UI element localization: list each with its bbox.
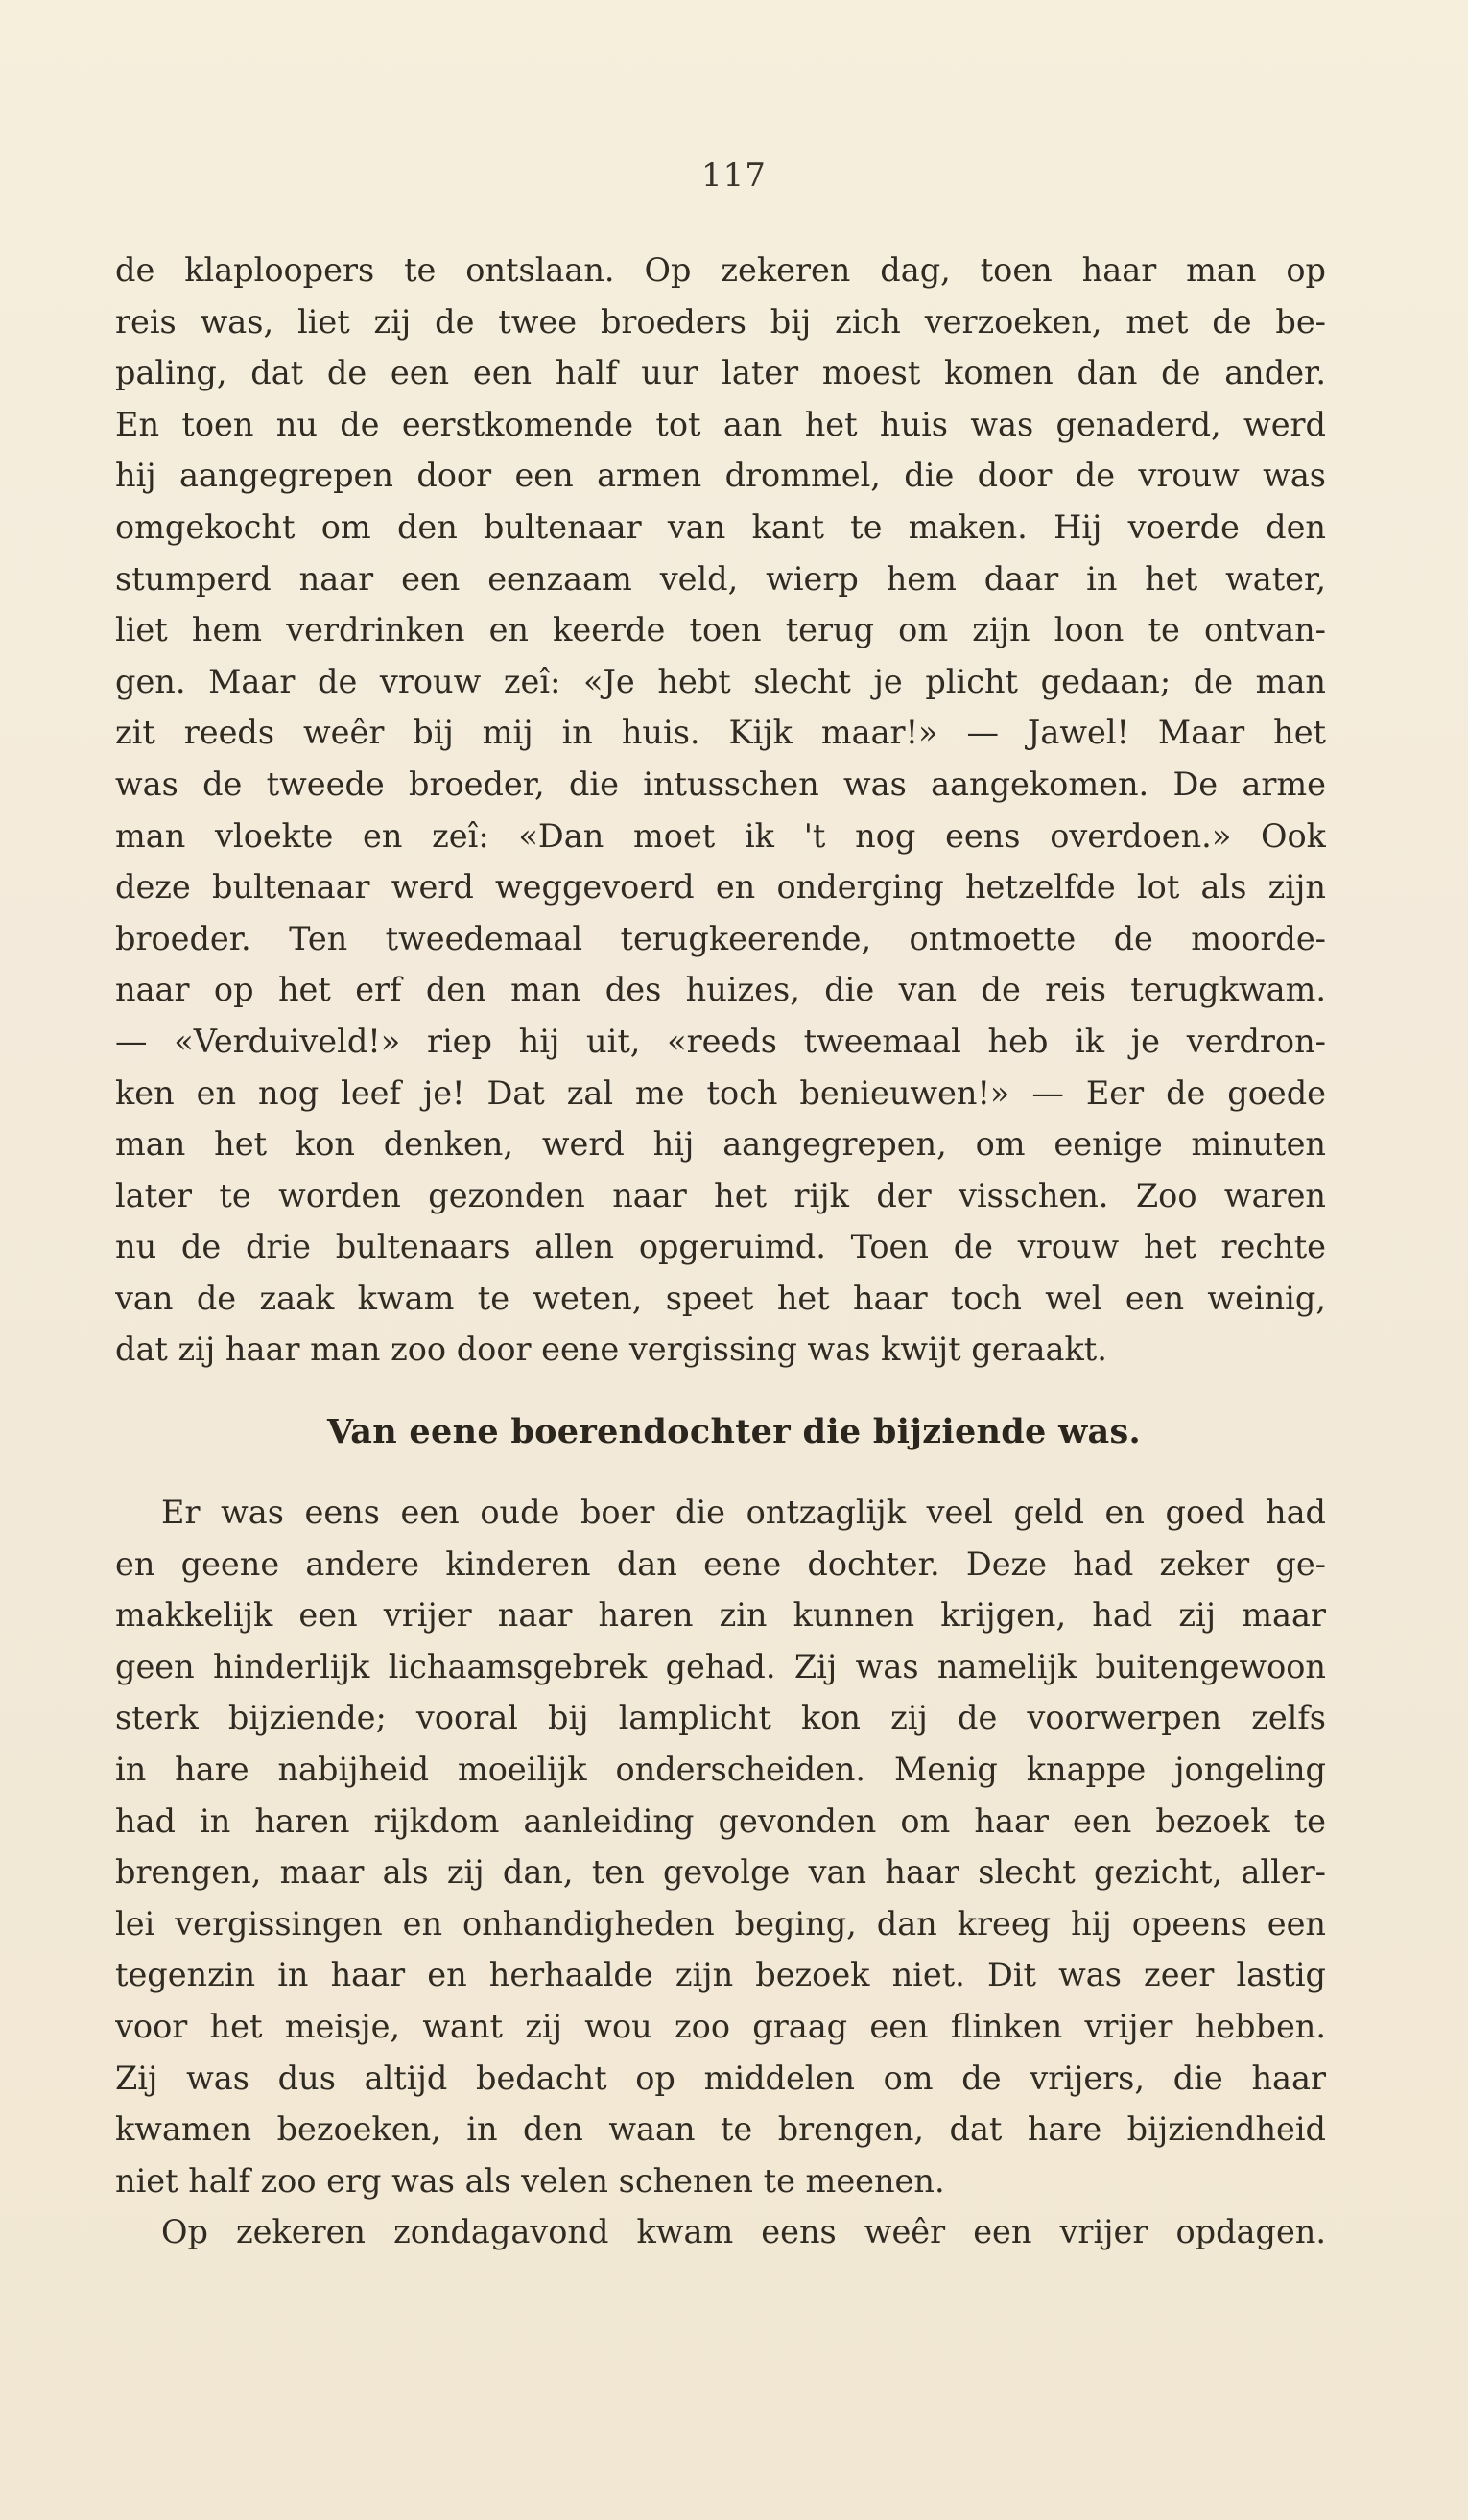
text-line: sterk bijziende; vooral bij lamplicht kon zij de voorwerpen zelfs <box>115 1699 1326 1737</box>
text-line: ken en nog leef je! Dat zal me toch benieuwen!» — Eer de goede <box>115 1073 1326 1112</box>
text-line: was de tweede broeder, die intusschen was aangekomen. De arme <box>115 765 1326 803</box>
text-line: zit reeds weêr bij mij in huis. Kijk maar!» — Jawel! Maar het <box>115 714 1326 752</box>
text-line: Er was eens een oude boer die ontzaglijk veel geld en goed had <box>161 1494 1326 1531</box>
text-line: Op zekeren zondagavond kwam eens weêr een vrijer opdagen. <box>161 2213 1326 2251</box>
text-line: stumperd naar een eenzaam veld, wierp hem daar in het water, <box>115 559 1326 598</box>
text-line: tegenzin in haar en herhaalde zijn bezoek niet. Dit was zeer lastig <box>115 1956 1326 1994</box>
text-line: geen hinderlijk lichaamsgebrek gehad. Zij was namelijk buitengewoon <box>115 1647 1326 1685</box>
text-line: brengen, maar als zij dan, ten gevolge van haar slecht gezicht, aller- <box>115 1853 1326 1892</box>
text-line: naar op het erf den man des huizes, die van de reis terugkwam. <box>115 971 1326 1009</box>
text-line: Zij was dus altijd bedacht op middelen om de vrijers, die haar <box>115 2059 1326 2097</box>
text-line: kwamen bezoeken, in den waan te brengen, dat hare bijziendheid <box>115 2110 1326 2149</box>
text-line: en geene andere kinderen dan eene dochter. Deze had zeker ge- <box>115 1544 1326 1583</box>
text-line: reis was, liet zij de twee broeders bij zich verzoeken, met de be- <box>115 302 1326 341</box>
text-line: lei vergissingen en onhandigheden beging, dan kreeg hij opeens een <box>115 1904 1326 1943</box>
text-line: had in haren rijkdom aanleiding gevonden om haar een bezoek te <box>115 1802 1326 1840</box>
text-line: later te worden gezonden naar het rijk der visschen. Zoo waren <box>115 1176 1326 1214</box>
text-line: man vloekte en zeî: «Dan moet ik 't nog eens overdoen.» Ook <box>115 816 1326 855</box>
page-number: 117 <box>701 156 767 195</box>
text-line: dat zij haar man zoo door eene vergissing was kwijt geraakt. <box>115 1331 1107 1369</box>
text-line: omgekocht om den bultenaar van kant te maken. Hij voerde den <box>115 507 1326 546</box>
paragraph-boerendochter <box>115 1487 1326 2258</box>
text-line: broeder. Ten tweedemaal terugkeerende, ontmoette de moorde- <box>115 919 1326 957</box>
text-line: niet half zoo erg was als velen schenen te meenen. <box>115 2161 945 2200</box>
text-line: makkelijk een vrijer naar haren zin kunnen krijgen, had zij maar <box>115 1596 1326 1635</box>
section-heading: Van eene boerendochter die bijziende was. <box>326 1412 1142 1451</box>
text-line: deze bultenaar werd weggevoerd en onderging hetzelfde lot als zijn <box>115 868 1326 907</box>
paragraph-story-ending <box>115 245 1326 1376</box>
text-line: in hare nabijheid moeilijk onderscheiden. Menig knappe jongeling <box>115 1750 1326 1788</box>
text-line: — «Verduiveld!» riep hij uit, «reeds tweemaal heb ik je verdron- <box>115 1022 1326 1060</box>
text-line: hij aangegrepen door een armen drommel, die door de vrouw was <box>115 457 1326 495</box>
text-line: paling, dat de een een half uur later moest komen dan de ander. <box>115 354 1326 392</box>
text-line: de klaploopers te ontslaan. Op zekeren dag, toen haar man op <box>115 251 1326 289</box>
text-line: gen. Maar de vrouw zeî: «Je hebt slecht je plicht gedaan; de man <box>115 662 1326 700</box>
text-line: nu de drie bultenaars allen opgeruimd. Toen de vrouw het rechte <box>115 1228 1326 1266</box>
text-line: En toen nu de eerstkomende tot aan het huis was genaderd, werd <box>115 405 1326 443</box>
text-line: van de zaak kwam te weten, speet het haar toch wel een weinig, <box>115 1279 1326 1317</box>
text-line: liet hem verdrinken en keerde toen terug om zijn loon te ontvan- <box>115 611 1326 649</box>
text-line: man het kon denken, werd hij aangegrepen, om eenige minuten <box>115 1125 1326 1164</box>
text-line: voor het meisje, want zij wou zoo graag een flinken vrijer hebben. <box>115 2007 1326 2045</box>
